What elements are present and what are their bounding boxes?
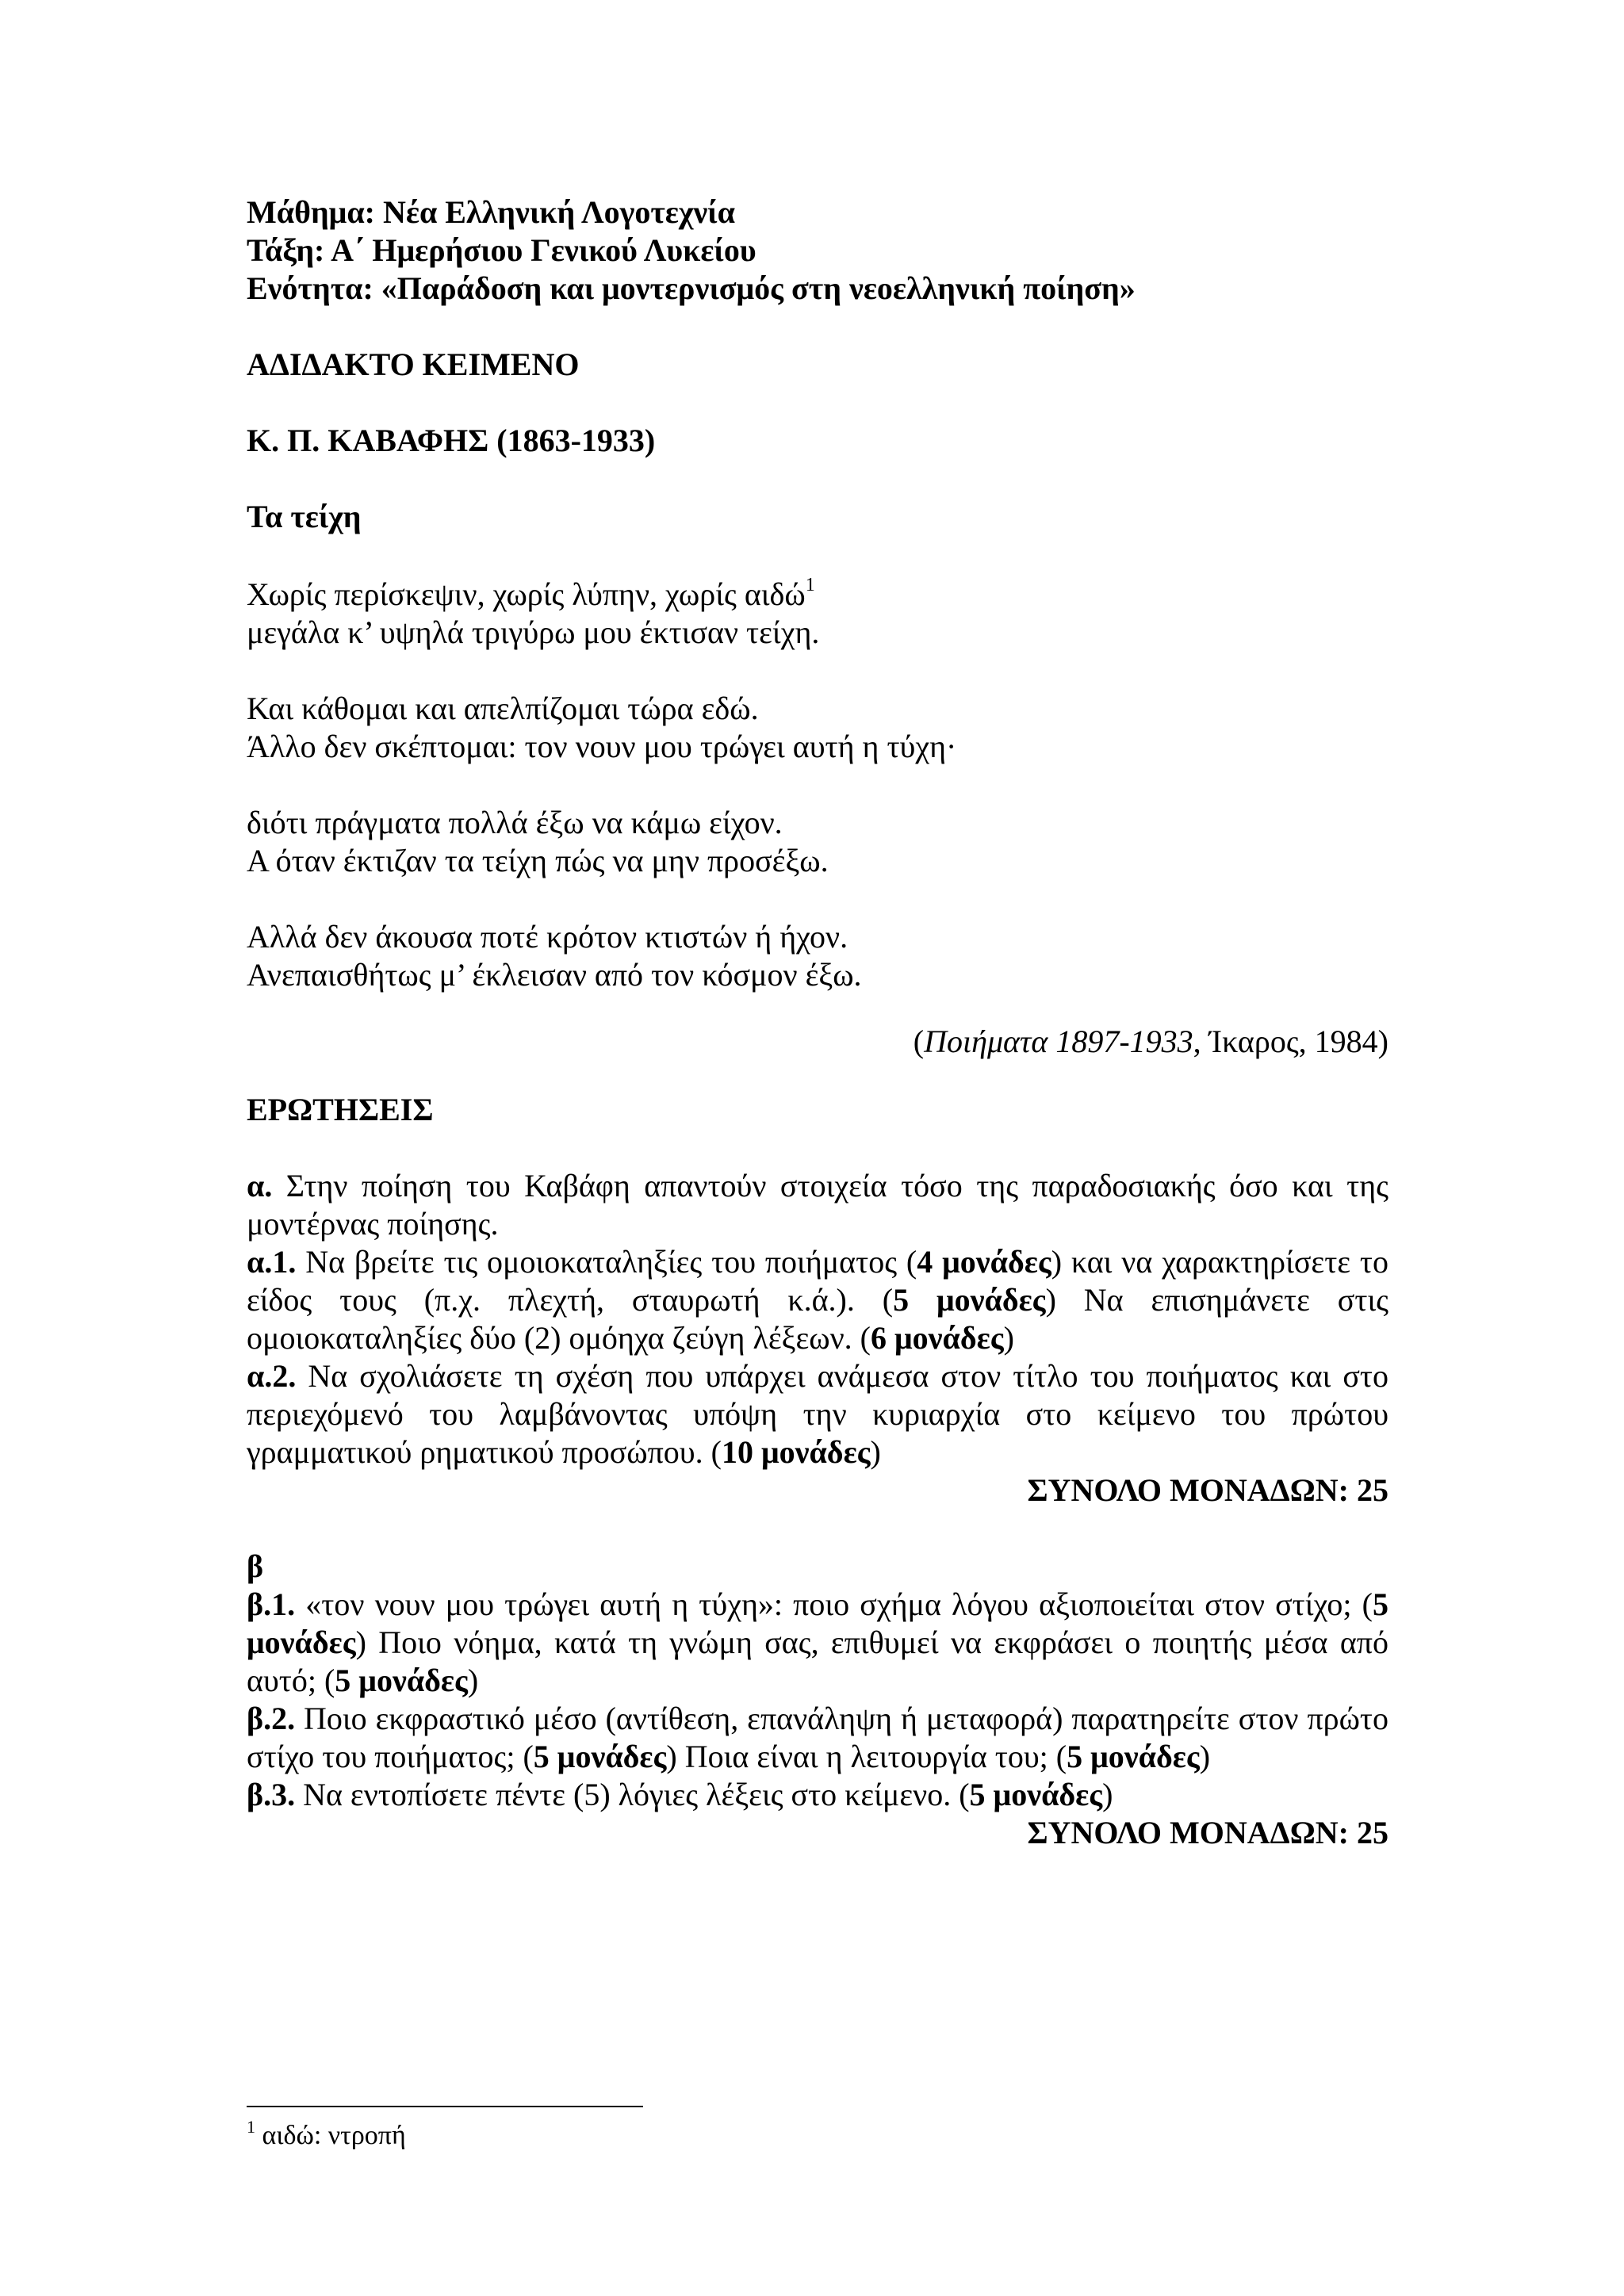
question-label: β.2. (247, 1701, 296, 1736)
poem-line-text: Χωρίς περίσκεψιν, χωρίς λύπην, χωρίς αιδώ (247, 576, 806, 612)
question-text: Στην ποίηση του Καβάφη απαντούν στοιχεία τόσο της παραδοσιακής όσο και της μοντέρνας ποίησης. (247, 1168, 1388, 1242)
question-label: α. (247, 1168, 273, 1203)
footnote-separator (247, 2106, 643, 2107)
subject-line: Μάθημα: Νέα Ελληνική Λογοτεχνία (247, 194, 735, 230)
question-label: β.3. (247, 1777, 296, 1812)
poem-line: Άλλο δεν σκέπτομαι: τον νουν μου τρώγει αυτή η τύχη· (247, 729, 957, 764)
source-book-title: Ποιήματα 1897-1933 (924, 1024, 1193, 1059)
poem (247, 576, 1388, 994)
poem-line (247, 576, 1388, 614)
author-heading: Κ. Π. ΚΑΒΑΦΗΣ (1863-1933) (247, 423, 656, 458)
question-text: ) (1199, 1739, 1211, 1774)
question-label: β.1. (247, 1586, 296, 1622)
question-text: ) Ποια είναι η λειτουργία του; ( (666, 1739, 1067, 1774)
footnote-marker: 1 (805, 575, 815, 595)
question-text: ) (1003, 1320, 1014, 1356)
points: 6 μονάδες (871, 1320, 1004, 1356)
total-points-a: ΣΥΝΟΛΟ ΜΟΝΑΔΩΝ: 25 (1027, 1472, 1388, 1508)
points: 5 μονάδες (1067, 1739, 1200, 1774)
footnote-number: 1 (247, 2117, 255, 2137)
points: 5 μονάδες (247, 1586, 1388, 1660)
question-a1 (247, 1243, 1388, 1357)
question-text: Να βρείτε τις ομοιοκαταληξίες του ποιήματος ( (296, 1244, 917, 1280)
question-text: ) (1102, 1777, 1113, 1812)
points: 4 μονάδες (917, 1244, 1051, 1280)
question-text: Ποιο εκφραστικό μέσο (αντίθεση, επανάληψη ή μεταφορά) παρατηρείτε στον πρώτο στίχο του ποιήματος; ( (247, 1701, 1388, 1774)
question-text: Να σχολιάσετε τη σχέση που υπάρχει ανάμεσα στον τίτλο του ποιήματος και στο περιεχόμενό του λαμβάνοντας υπόψη την κυριαρχία στο κείμενο του πρώτου γραμματικού ρηματικού προσώπου. ( (247, 1358, 1388, 1470)
footnote-text: αιδώ: ντροπή (255, 2121, 406, 2150)
question-text: ) (870, 1434, 881, 1470)
source-publisher: , Ίκαρος, 1984) (1193, 1024, 1388, 1059)
points: 5 μονάδες (893, 1282, 1046, 1318)
question-a-intro (247, 1167, 1388, 1243)
question-text: ) Ποιο νόημα, κατά τη γνώμη σας, επιθυμεί να εκφράσει ο ποιητής μέσα από αυτό; ( (247, 1624, 1388, 1698)
points: 5 μονάδες (969, 1777, 1103, 1812)
points: 5 μονάδες (335, 1663, 468, 1698)
points: 10 μονάδες (721, 1434, 871, 1470)
question-b1 (247, 1586, 1388, 1700)
poem-title: Τα τείχη (247, 499, 362, 534)
question-text: ) και να χαρακτηρίσετε το είδος τους (π.χ. πλεχτή, σταυρωτή κ.ά.). ( (247, 1244, 1388, 1318)
class-line: Τάξη: Α΄ Ημερήσιου Γενικού Λυκείου (247, 232, 756, 268)
header-block (247, 193, 1388, 308)
question-text: «τον νουν μου τρώγει αυτή η τύχη»: ποιο σχήμα λόγου αξιοποιείται στον στίχο; ( (295, 1586, 1373, 1622)
unseen-text-heading: ΑΔΙΔΑΚΤΟ ΚΕΙΜΕΝΟ (247, 346, 580, 382)
question-text: Να εντοπίσετε πέντε (5) λόγιες λέξεις στο κείμενο. ( (295, 1777, 970, 1812)
poem-line: Αλλά δεν άκουσα ποτέ κρότον κτιστών ή ήχον. (247, 919, 848, 955)
question-label: α.1. (247, 1244, 297, 1280)
footnote (247, 2117, 406, 2152)
question-group-b (247, 1548, 1388, 1852)
poem-line: μεγάλα κ’ υψηλά τριγύρω μου έκτισαν τείχη. (247, 614, 820, 650)
question-text: ) Να επισημάνετε στις ομοιοκαταληξίες δύο (2) ομόηχα ζεύγη λέξεων. ( (247, 1282, 1388, 1356)
question-text: ) (467, 1663, 479, 1698)
poem-line: Ανεπαισθήτως μ’ έκλεισαν από τον κόσμον έξω. (247, 957, 862, 993)
total-points-b: ΣΥΝΟΛΟ ΜΟΝΑΔΩΝ: 25 (1027, 1815, 1388, 1850)
question-group-a (247, 1167, 1388, 1510)
question-b-heading: β (247, 1548, 264, 1584)
questions-heading: ΕΡΩΤΗΣΕΙΣ (247, 1092, 434, 1127)
question-b3 (247, 1776, 1388, 1814)
question-b2 (247, 1700, 1388, 1776)
points: 5 μονάδες (533, 1739, 667, 1774)
question-a2 (247, 1357, 1388, 1471)
document-page (247, 193, 1388, 1852)
question-label: α.2. (247, 1358, 297, 1394)
unit-line: Ενότητα: «Παράδοση και μοντερνισμός στη νεοελληνική ποίηση» (247, 270, 1136, 306)
source-open: ( (913, 1024, 925, 1059)
poem-line: διότι πράγματα πολλά έξω να κάμω είχον. (247, 805, 783, 840)
poem-source (247, 1023, 1388, 1061)
poem-line: Α όταν έκτιζαν τα τείχη πώς να μην προσέξω. (247, 843, 829, 878)
poem-line: Και κάθομαι και απελπίζομαι τώρα εδώ. (247, 691, 759, 726)
